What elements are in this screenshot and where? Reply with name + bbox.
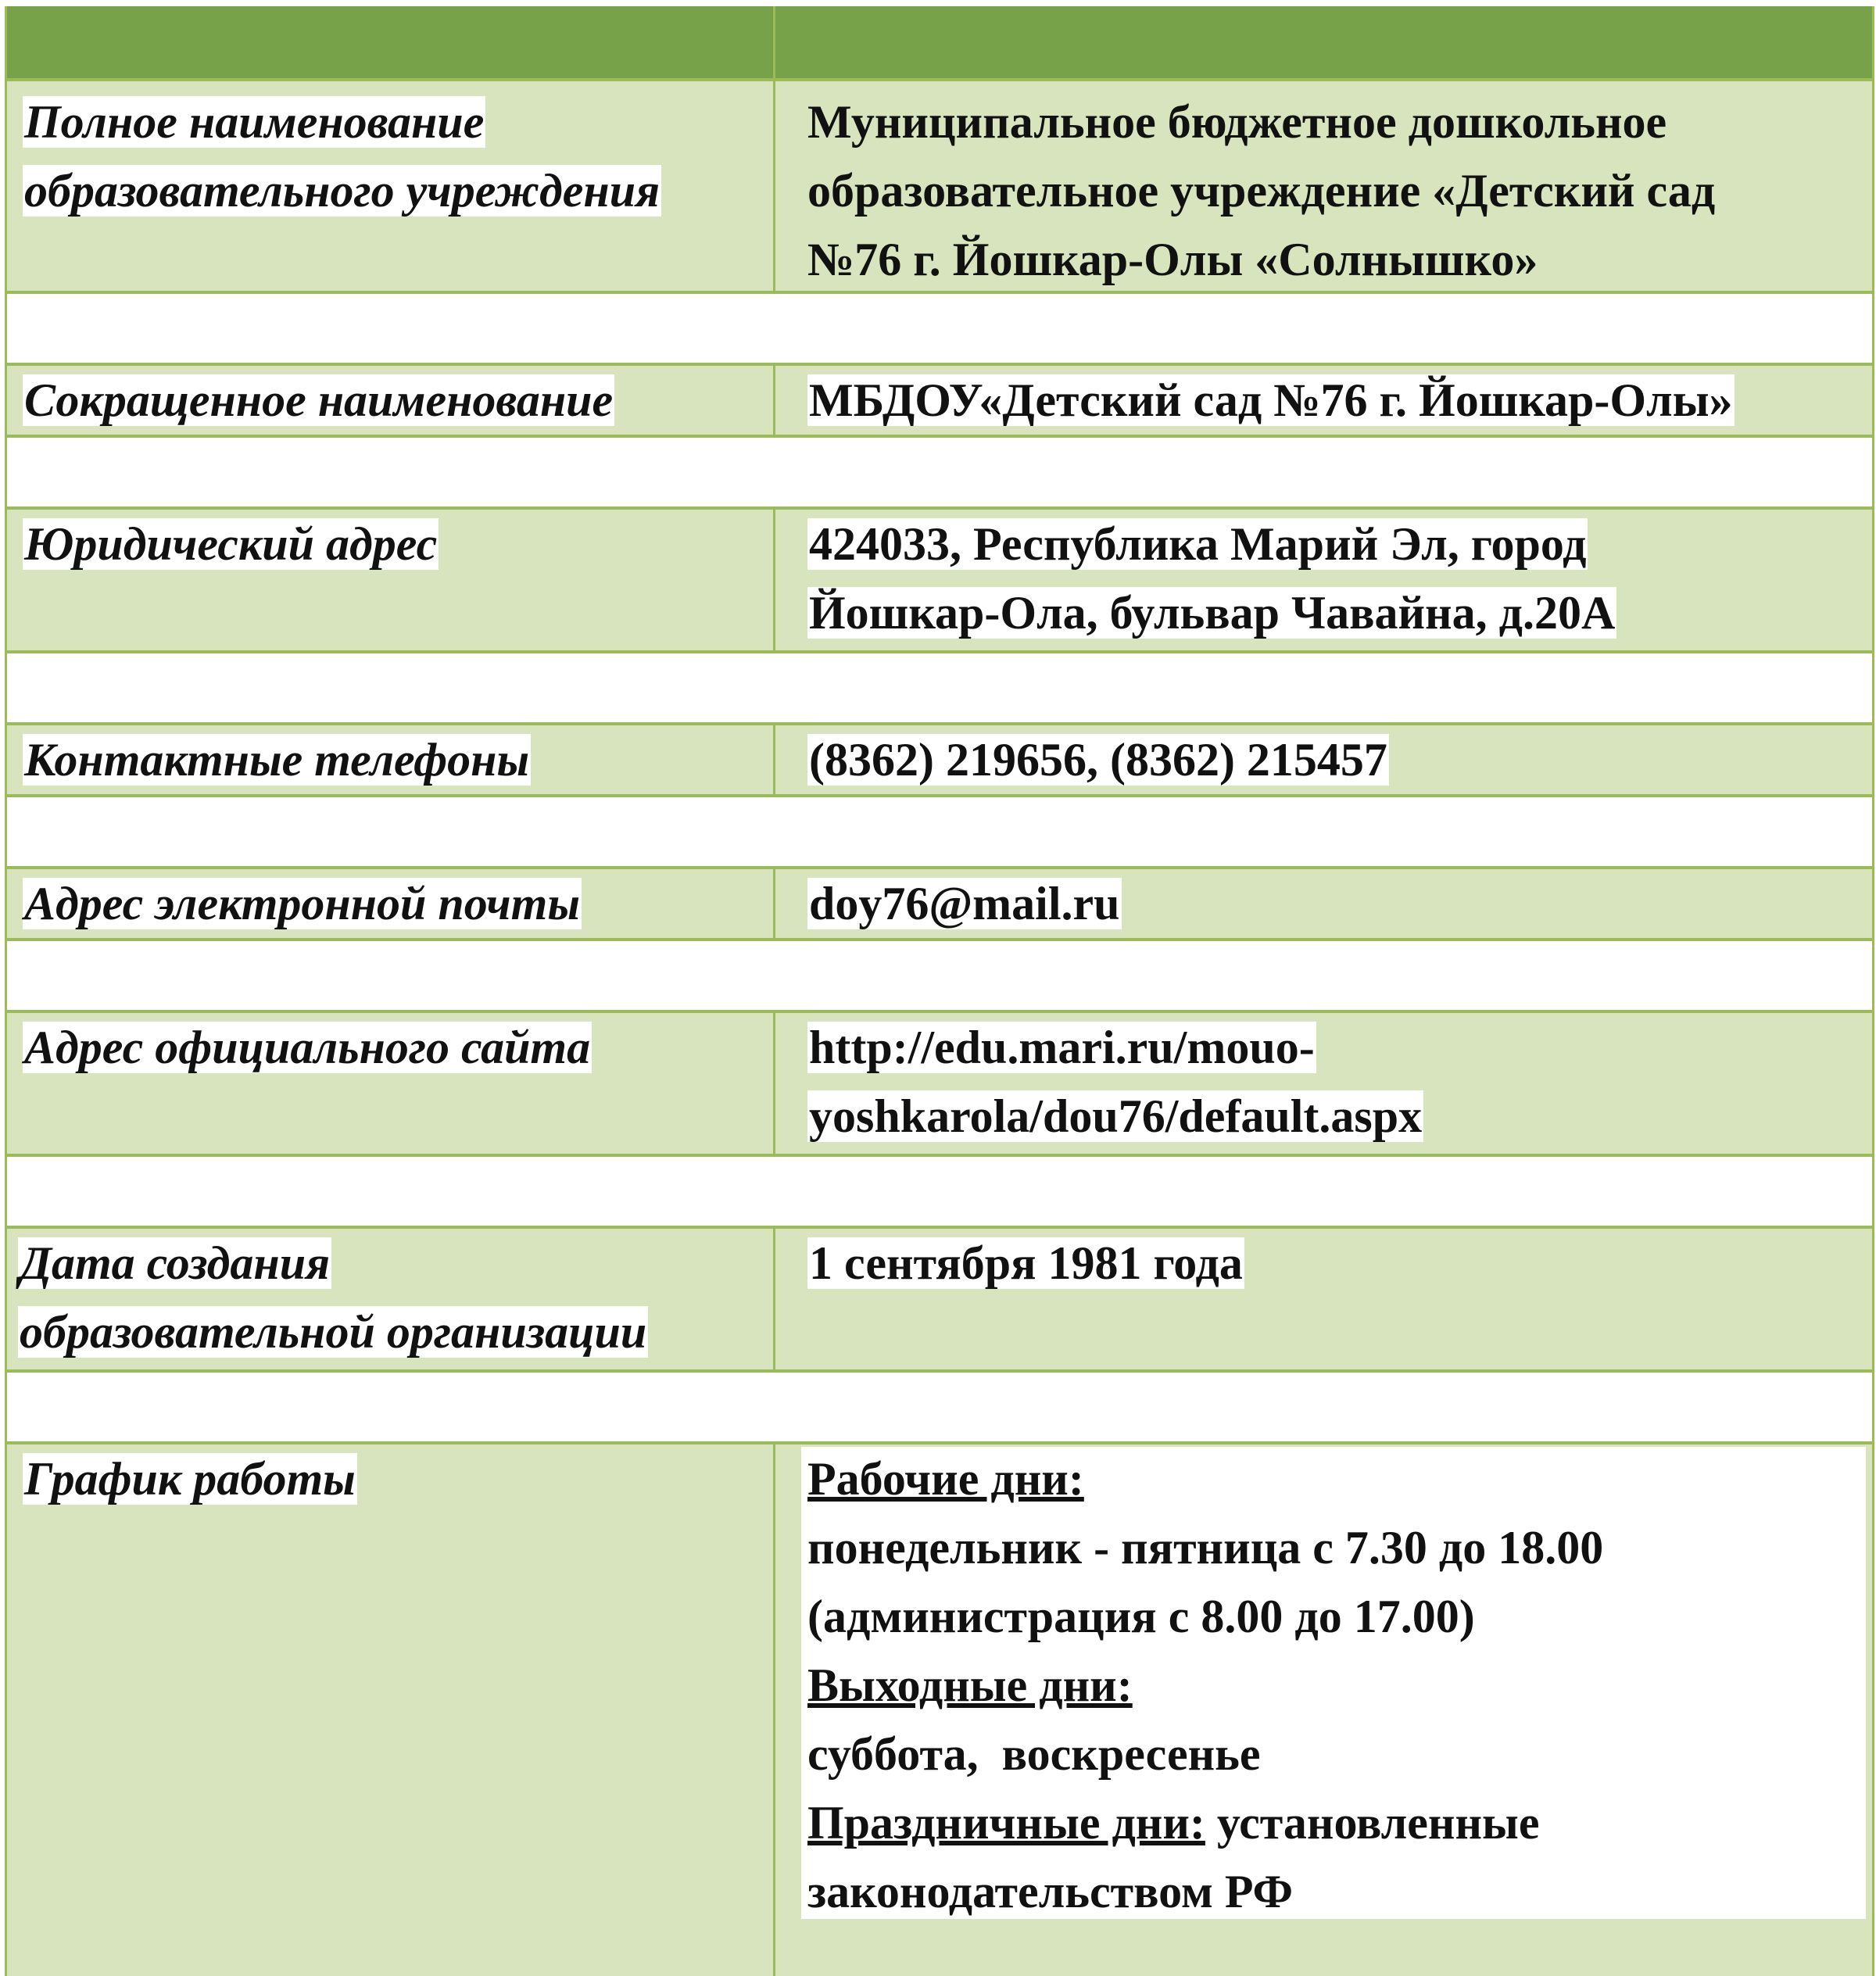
website-value: http://edu.mari.ru/mouo- yoshkarola/dou76/default.aspx [809, 1022, 1423, 1142]
short-name-value: МБДОУ«Детский сад №76 г. Йошкар-Олы» [809, 374, 1733, 426]
legal-address-value: 424033, Республика Марий Эл, город Йошкар-Ола, бульвар Чавайна, д.20А [809, 518, 1616, 639]
info-table [5, 6, 1874, 1976]
table-header [7, 6, 1872, 81]
full-name-label: Полное наименование образовательного учреждения [24, 96, 661, 217]
row-legal-address [7, 510, 1872, 653]
row-email [7, 869, 1872, 941]
weekend-line: суббота, воскресенье [807, 1728, 1261, 1780]
row-short-name [7, 366, 1872, 438]
holidays-title: Праздничные дни: [807, 1797, 1205, 1849]
spacer-row [7, 1373, 1872, 1444]
short-name-label: Сокращенное наименование [24, 374, 614, 426]
holidays-line2: законодательством РФ [807, 1866, 1294, 1917]
workdays-line: понедельник - пятница с 7.30 до 18.00 [807, 1522, 1604, 1573]
holidays-rest: установленные [1205, 1797, 1540, 1849]
row-website [7, 1013, 1872, 1157]
row-schedule [7, 1444, 1872, 1976]
row-founded [7, 1229, 1872, 1373]
spacer-row [7, 941, 1872, 1013]
phones-value: (8362) 219656, (8362) 215457 [809, 734, 1387, 786]
workdays-title: Рабочие дни: [807, 1453, 1084, 1505]
schedule-label: График работы [24, 1453, 356, 1505]
row-phones [7, 725, 1872, 797]
schedule-value [807, 1444, 1871, 1926]
weekend-title: Выходные дни: [807, 1659, 1133, 1711]
email-label: Адрес электронной почты [24, 878, 580, 929]
spacer-row [7, 294, 1872, 366]
founded-value: 1 сентября 1981 года [809, 1237, 1243, 1289]
full-name-value: Муниципальное бюджетное дошкольное образовательное учреждение «Детский сад №76 г. Йошкар-Олы «Солнышко» [807, 96, 1716, 285]
spacer-row [7, 653, 1872, 725]
row-full-name [7, 81, 1872, 294]
workdays-admin-line: (администрация с 8.00 до 17.00) [807, 1591, 1475, 1642]
spacer-row [7, 797, 1872, 869]
phones-label: Контактные телефоны [24, 734, 530, 786]
legal-address-label: Юридический адрес [24, 518, 438, 570]
spacer-row [7, 438, 1872, 510]
spacer-row [7, 1157, 1872, 1229]
email-value: doy76@mail.ru [809, 878, 1120, 929]
founded-label: Дата создания образовательной организации [20, 1237, 647, 1358]
website-label: Адрес официального сайта [24, 1022, 591, 1073]
